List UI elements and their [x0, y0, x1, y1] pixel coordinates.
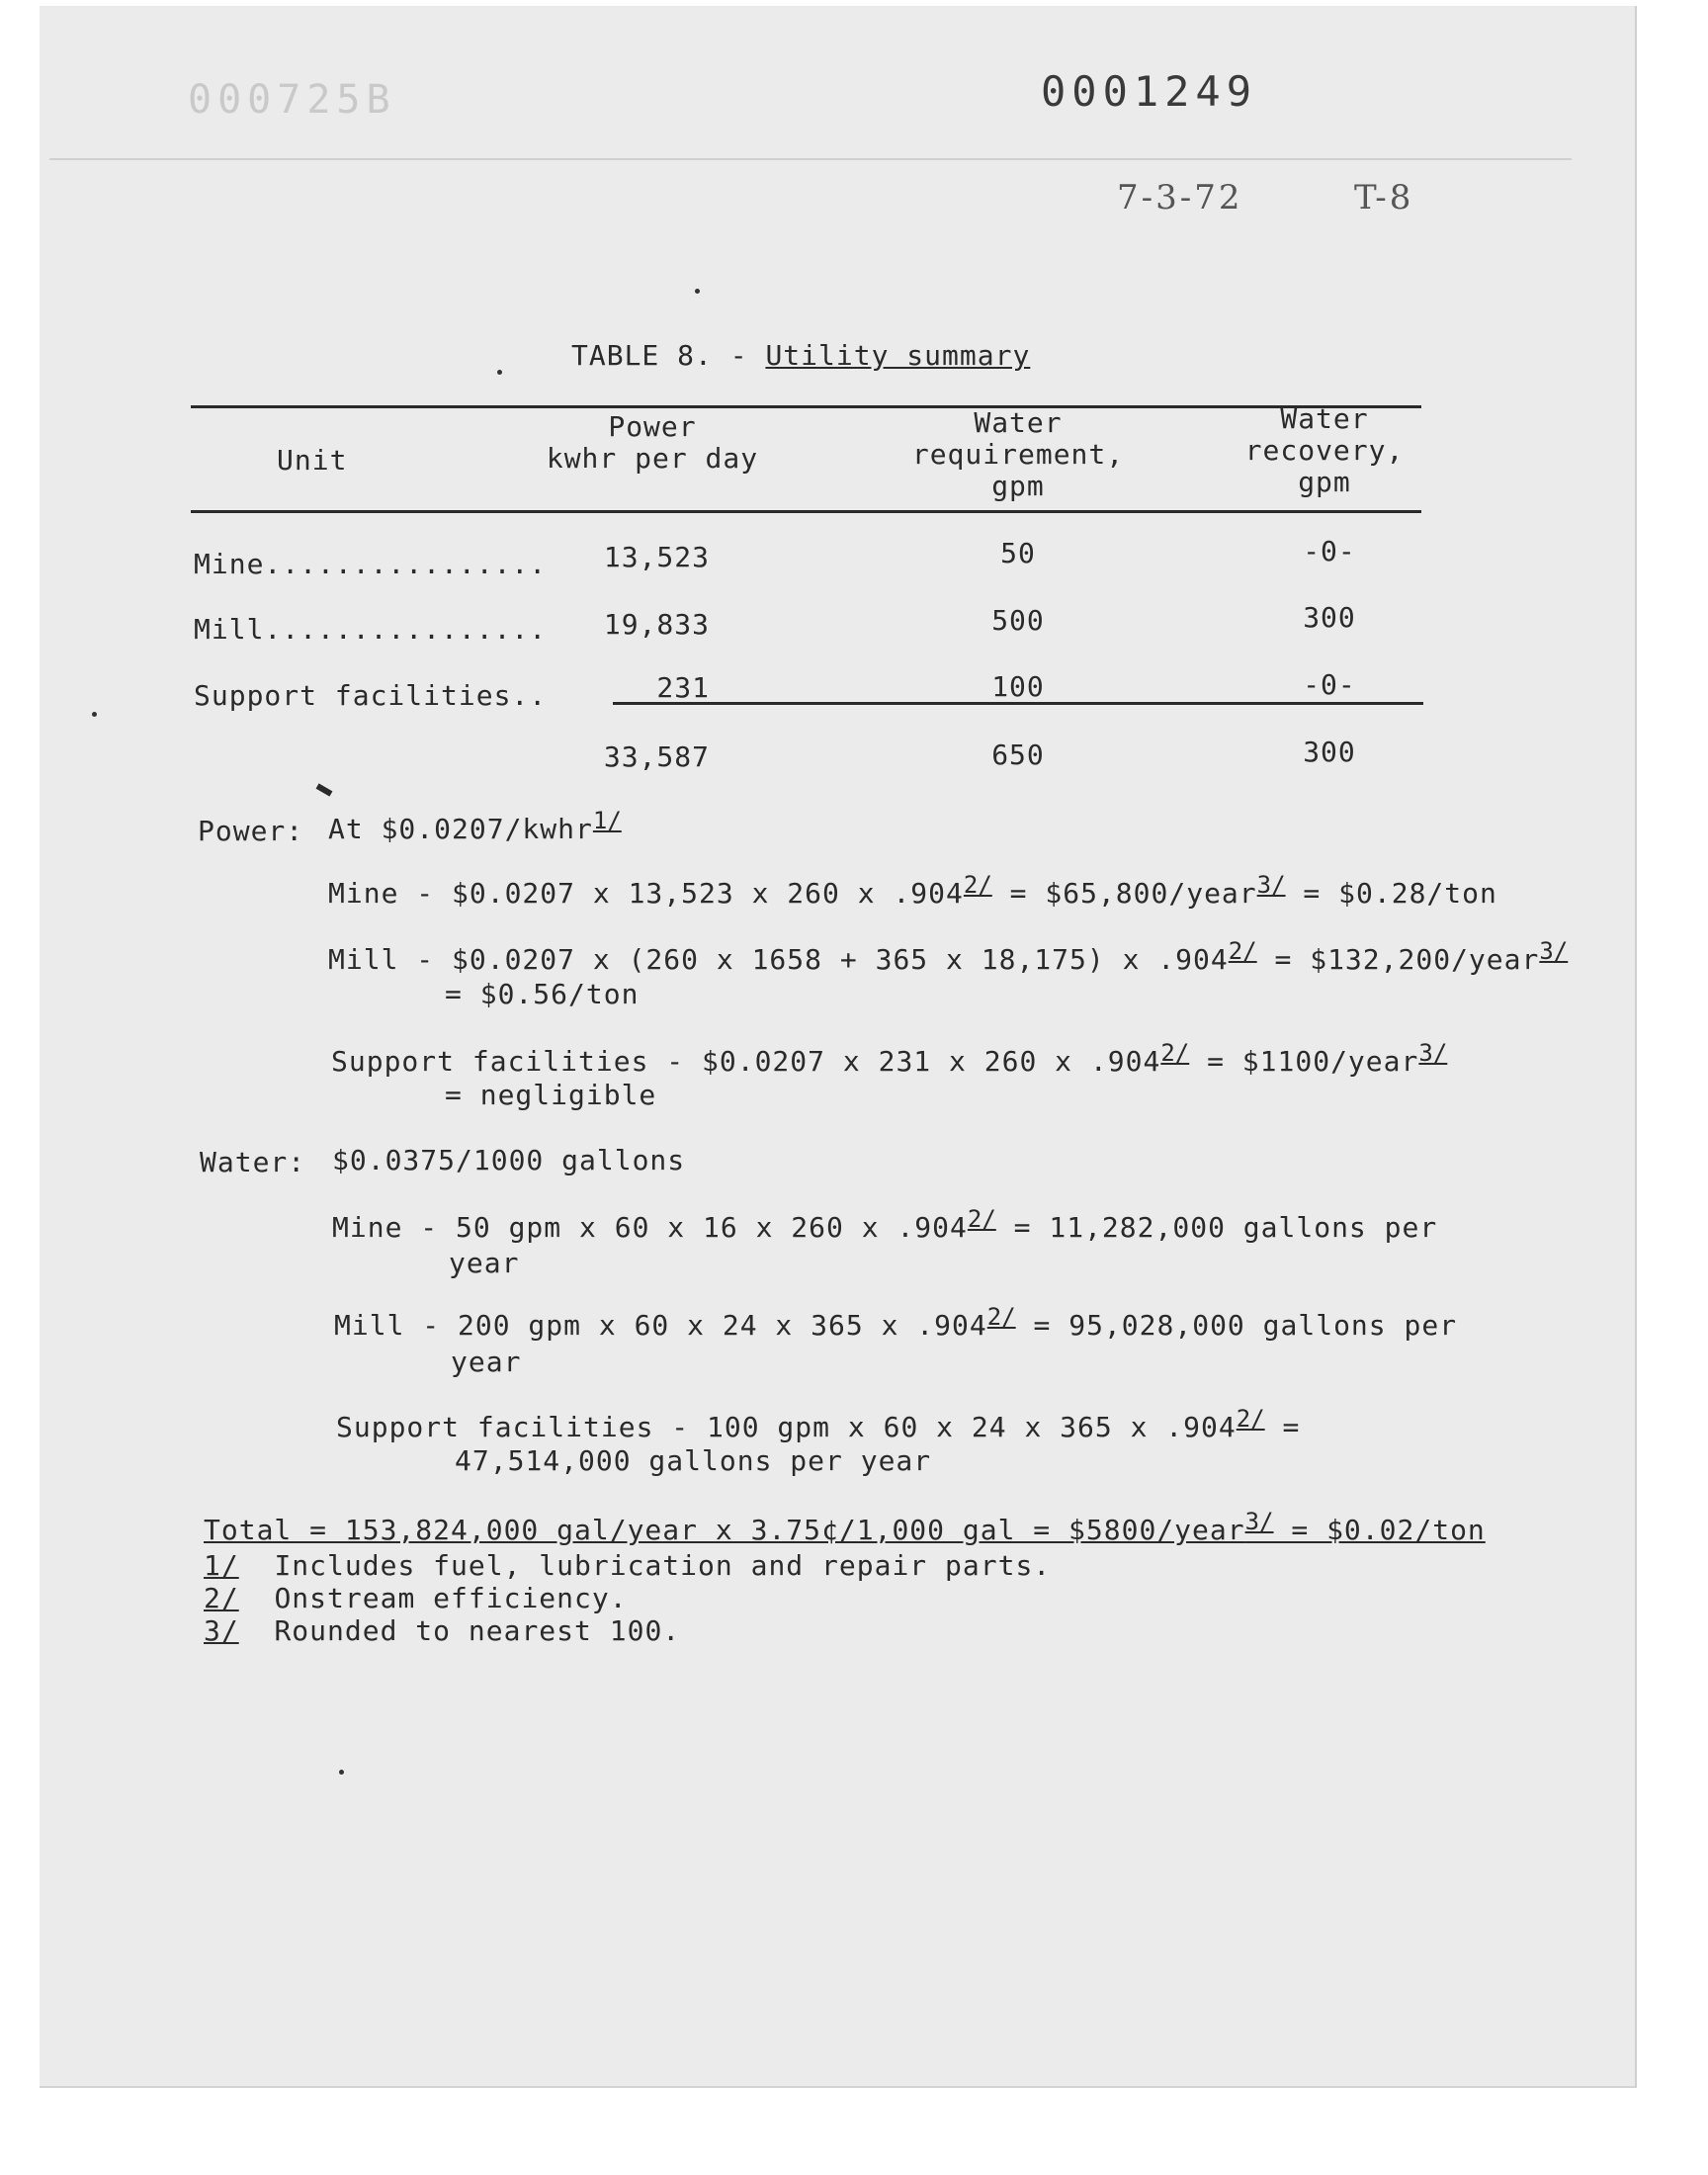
water-rate: $0.0375/1000 gallons	[332, 1144, 686, 1176]
header-water-recovery	[1196, 403, 1453, 498]
power-mill-line2: = $0.56/ton	[445, 978, 640, 1010]
water-label: Water:	[200, 1146, 306, 1178]
row-unit: Mill................	[194, 613, 548, 646]
power-label: Power:	[198, 815, 304, 847]
formula-text: =	[1264, 1411, 1301, 1443]
footnote-ref: 2/	[967, 1205, 996, 1233]
footnote-ref: 3/	[1244, 1508, 1274, 1535]
row-water-recovery: 300	[1303, 601, 1356, 634]
footnote-ref: 2/	[1228, 937, 1257, 965]
header-water-req-line2: requirement,	[911, 438, 1125, 471]
power-support-line2: = negligible	[445, 1079, 657, 1111]
row-water-recovery: -0-	[1303, 668, 1356, 701]
footnote-mark: 3/	[204, 1614, 239, 1647]
handwritten-date: 7-3-72	[1117, 178, 1243, 218]
power-mill-line1	[328, 937, 1569, 977]
footnote-ref: 3/	[1256, 871, 1286, 899]
row-unit: Support facilities..	[194, 679, 548, 712]
header-water-requirement	[890, 407, 1147, 502]
formula-text: Support facilities - 100 gpm x 60 x 24 x 365 x .904	[336, 1411, 1237, 1443]
footnote-ref: 2/	[1236, 1405, 1265, 1433]
row-water-requirement: 50	[1000, 537, 1036, 569]
row-power: 231	[656, 671, 710, 704]
formula-text: Mill - $0.0207 x (260 x 1658 + 365 x 18,175) x .904	[328, 943, 1229, 976]
formula-text: Mine - $0.0207 x 13,523 x 260 x .904	[328, 877, 964, 910]
total-cost-line	[204, 1508, 1486, 1547]
header-power-line2: kwhr per day	[546, 442, 759, 475]
formula-text: Support facilities - $0.0207 x 231 x 260 x .904	[331, 1045, 1161, 1078]
table-title-prefix: TABLE 8. -	[571, 339, 766, 372]
footnote	[204, 1615, 680, 1647]
formula-text: = 11,282,000 gallons per	[995, 1211, 1438, 1244]
formula-text: = $132,200/year	[1256, 943, 1540, 976]
water-mill-line1	[334, 1303, 1458, 1343]
footnote	[204, 1550, 1051, 1582]
power-mine-line	[328, 871, 1497, 911]
water-mine-line1	[332, 1205, 1438, 1245]
footnote-ref: 1/	[592, 807, 622, 834]
row-water-recovery: -0-	[1303, 535, 1356, 567]
row-water-requirement: 100	[991, 670, 1045, 703]
row-unit: Mine................	[194, 548, 548, 580]
total-power: 33,587	[603, 740, 710, 773]
row-power: 19,833	[603, 608, 710, 641]
formula-text: Mill - 200 gpm x 60 x 24 x 365 x .904	[334, 1309, 987, 1342]
document-number: 0001249	[1041, 67, 1258, 116]
water-support-line2: 47,514,000 gallons per year	[455, 1444, 932, 1477]
total-water-requirement: 650	[991, 739, 1045, 771]
row-water-requirement: 500	[991, 604, 1045, 637]
scan-speck	[497, 370, 502, 375]
table-header-rule	[191, 510, 1421, 513]
water-support-line1	[336, 1405, 1301, 1444]
footnote-mark: 2/	[204, 1582, 239, 1614]
footnote-text: Onstream efficiency.	[274, 1582, 628, 1614]
footnote-ref: 2/	[986, 1303, 1016, 1331]
water-mine-line2: year	[449, 1247, 520, 1279]
footnote-ref: 2/	[963, 871, 992, 899]
page-top-edge-line	[49, 158, 1572, 160]
total-water-recovery: 300	[1303, 736, 1356, 768]
footnote-text: Includes fuel, lubrication and repair parts.	[274, 1549, 1052, 1582]
row-power: 13,523	[603, 541, 710, 573]
formula-text: = $0.02/ton	[1273, 1514, 1486, 1546]
formula-text: Mine - 50 gpm x 60 x 16 x 260 x .904	[332, 1211, 968, 1244]
handwritten-ref: T-8	[1354, 178, 1414, 218]
table-title-name: Utility summary	[765, 339, 1031, 372]
header-water-rec-line2: recovery,	[1244, 434, 1405, 467]
formula-text: = 95,028,000 gallons per	[1015, 1309, 1458, 1342]
header-water-rec-line3: gpm	[1298, 466, 1351, 498]
scan-speck	[339, 1770, 344, 1775]
footnote	[204, 1583, 628, 1614]
power-rate	[328, 807, 622, 846]
header-water-rec-line1: Water	[1280, 402, 1369, 435]
power-rate-text: At $0.0207/kwhr	[328, 813, 593, 845]
footnote-ref: 3/	[1418, 1039, 1448, 1067]
formula-text: = $0.28/ton	[1285, 877, 1497, 910]
scan-speck	[92, 712, 97, 717]
scan-speck	[695, 289, 700, 294]
formula-text: = $65,800/year	[991, 877, 1257, 910]
header-water-req-line1: Water	[974, 406, 1063, 439]
faded-document-number: 000725B	[188, 77, 396, 123]
header-water-req-line3: gpm	[991, 470, 1045, 502]
header-power	[534, 411, 771, 475]
formula-text: = $1100/year	[1189, 1045, 1419, 1078]
header-power-line1: Power	[608, 410, 697, 443]
footnote-ref: 3/	[1539, 937, 1569, 965]
power-support-line1	[331, 1039, 1448, 1079]
footnote-mark: 1/	[204, 1549, 239, 1582]
water-mill-line2: year	[451, 1346, 522, 1378]
formula-text: Total = 153,824,000 gal/year x 3.75¢/1,000 gal = $5800/year	[204, 1514, 1245, 1546]
footnote-text: Rounded to nearest 100.	[274, 1614, 681, 1647]
footnote-ref: 2/	[1160, 1039, 1190, 1067]
table-title	[571, 340, 1030, 372]
header-unit: Unit	[277, 444, 348, 477]
